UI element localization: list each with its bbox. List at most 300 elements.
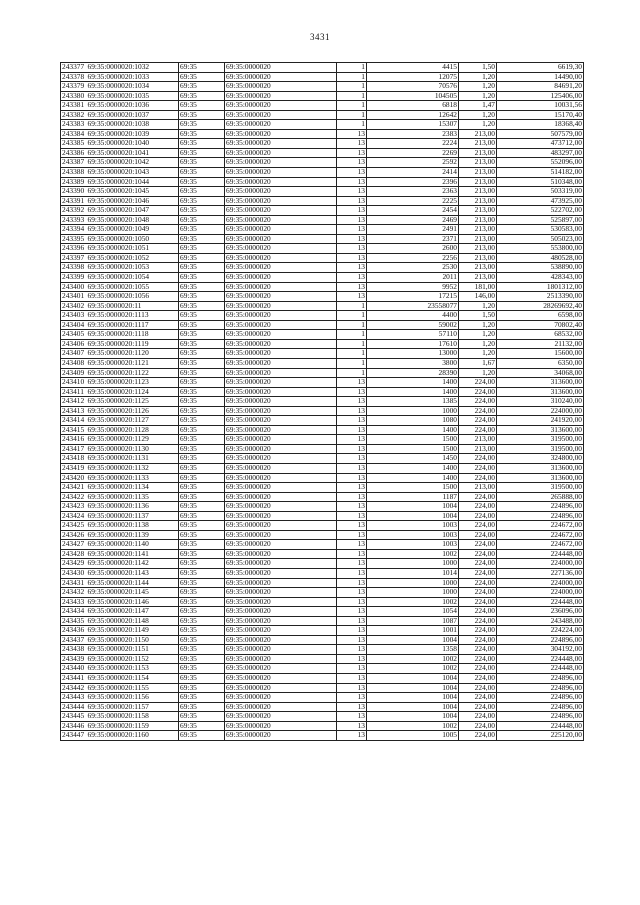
row-number: 243419 [61,463,87,473]
cadastral-value: 236096,00 [497,607,584,617]
category-code: 13 [337,206,367,216]
cadastral-block: 69:35:0000020 [225,616,337,626]
category-code: 13 [337,244,367,254]
cadastral-block: 69:35:0000020 [225,425,337,435]
cadastral-value: 224896,00 [497,511,584,521]
cadastral-value: 14490,00 [497,72,584,82]
table-row [61,378,584,388]
table-row [61,444,584,454]
cadastral-block: 69:35:0000020 [225,368,337,378]
cadastral-block: 69:35:0000020 [225,530,337,540]
specific-rate: 1,20 [459,120,497,130]
specific-rate: 224,00 [459,387,497,397]
cadastral-quarter-prefix: 69:35 [179,559,225,569]
cadastral-block: 69:35:0000020 [225,339,337,349]
cadastral-number: 69:35:0000020:1148 [87,616,179,626]
category-code: 13 [337,158,367,168]
row-number: 243388 [61,168,87,178]
specific-rate: 224,00 [459,549,497,559]
specific-rate: 224,00 [459,502,497,512]
cadastral-value: 125406,00 [497,91,584,101]
area-value: 2414 [367,168,459,178]
cadastral-quarter-prefix: 69:35 [179,502,225,512]
table-row [61,110,584,120]
cadastral-block: 69:35:0000020 [225,540,337,550]
cadastral-block: 69:35:0000020 [225,263,337,273]
cadastral-number: 69:35:0000020:1130 [87,444,179,454]
cadastral-value: 319500,00 [497,444,584,454]
row-number: 243389 [61,177,87,187]
row-number: 243387 [61,158,87,168]
table-row [61,530,584,540]
area-value: 1001 [367,626,459,636]
area-value: 1005 [367,731,459,741]
area-value: 1500 [367,435,459,445]
area-value: 1400 [367,425,459,435]
specific-rate: 213,00 [459,206,497,216]
category-code: 13 [337,196,367,206]
cadastral-value: 224448,00 [497,549,584,559]
cadastral-value: 224000,00 [497,588,584,598]
cadastral-number: 69:35:0000020:1128 [87,425,179,435]
cadastral-quarter-prefix: 69:35 [179,378,225,388]
cadastral-block: 69:35:0000020 [225,731,337,741]
area-value: 1004 [367,511,459,521]
cadastral-quarter-prefix: 69:35 [179,282,225,292]
cadastral-value: 224448,00 [497,654,584,664]
area-value: 59002 [367,320,459,330]
cadastral-block: 69:35:0000020 [225,406,337,416]
cadastral-value: 510348,00 [497,177,584,187]
category-code: 13 [337,263,367,273]
area-value: 13000 [367,349,459,359]
table-row [61,292,584,302]
specific-rate: 224,00 [459,645,497,655]
row-number: 243423 [61,502,87,512]
category-code: 13 [337,502,367,512]
cadastral-number: 69:35:0000020:1138 [87,521,179,531]
area-value: 1358 [367,645,459,655]
specific-rate: 1,47 [459,101,497,111]
cadastral-number: 69:35:0000020:11 [87,301,179,311]
table-row [61,368,584,378]
cadastral-quarter-prefix: 69:35 [179,654,225,664]
row-number: 243434 [61,607,87,617]
cadastral-block: 69:35:0000020 [225,120,337,130]
cadastral-block: 69:35:0000020 [225,330,337,340]
cadastral-quarter-prefix: 69:35 [179,311,225,321]
specific-rate: 224,00 [459,683,497,693]
area-value: 1500 [367,444,459,454]
category-code: 13 [337,521,367,531]
category-code: 1 [337,63,367,73]
cadastral-number: 69:35:0000020:1154 [87,674,179,684]
row-number: 243395 [61,234,87,244]
cadastral-block: 69:35:0000020 [225,397,337,407]
cadastral-number: 69:35:0000020:1036 [87,101,179,111]
row-number: 243424 [61,511,87,521]
cadastral-value: 319500,00 [497,483,584,493]
area-value: 12075 [367,72,459,82]
cadastral-value: 6619,30 [497,63,584,73]
cadastral-quarter-prefix: 69:35 [179,674,225,684]
cadastral-quarter-prefix: 69:35 [179,540,225,550]
specific-rate: 213,00 [459,273,497,283]
category-code: 13 [337,282,367,292]
row-number: 243425 [61,521,87,531]
cadastral-value: 530583,00 [497,225,584,235]
cadastral-number: 69:35:0000020:1039 [87,129,179,139]
specific-rate: 1,20 [459,339,497,349]
row-number: 243431 [61,578,87,588]
cadastral-number: 69:35:0000020:1159 [87,721,179,731]
area-value: 3800 [367,358,459,368]
category-code: 1 [337,358,367,368]
specific-rate: 213,00 [459,263,497,273]
cadastral-quarter-prefix: 69:35 [179,177,225,187]
cadastral-quarter-prefix: 69:35 [179,521,225,531]
specific-rate: 224,00 [459,597,497,607]
area-value: 57110 [367,330,459,340]
table-row [61,588,584,598]
row-number: 243441 [61,674,87,684]
cadastral-number: 69:35:0000020:1137 [87,511,179,521]
cadastral-block: 69:35:0000020 [225,588,337,598]
cadastral-number: 69:35:0000020:1144 [87,578,179,588]
area-value: 1004 [367,502,459,512]
table-row [61,253,584,263]
table-row [61,693,584,703]
cadastral-value: 227136,00 [497,568,584,578]
table-row [61,578,584,588]
cadastral-block: 69:35:0000020 [225,177,337,187]
specific-rate: 213,00 [459,139,497,149]
cadastral-number: 69:35:0000020:1136 [87,502,179,512]
row-number: 243378 [61,72,87,82]
cadastral-value: 324800,00 [497,454,584,464]
category-code: 13 [337,492,367,502]
cadastral-quarter-prefix: 69:35 [179,110,225,120]
row-number: 243407 [61,349,87,359]
category-code: 13 [337,664,367,674]
cadastral-block: 69:35:0000020 [225,626,337,636]
cadastral-value: 313600,00 [497,473,584,483]
specific-rate: 1,20 [459,110,497,120]
area-value: 23558077 [367,301,459,311]
table-row [61,263,584,273]
cadastral-value: 15170,40 [497,110,584,120]
cadastral-number: 69:35:0000020:1037 [87,110,179,120]
cadastral-quarter-prefix: 69:35 [179,196,225,206]
cadastral-value: 243488,00 [497,616,584,626]
category-code: 13 [337,378,367,388]
specific-rate: 213,00 [459,177,497,187]
table-row [61,635,584,645]
category-code: 1 [337,110,367,120]
table-row [61,559,584,569]
table-row [61,511,584,521]
table-row [61,406,584,416]
cadastral-value: 10031,56 [497,101,584,111]
cadastral-number: 69:35:0000020:1160 [87,731,179,741]
cadastral-number: 69:35:0000020:1053 [87,263,179,273]
cadastral-block: 69:35:0000020 [225,91,337,101]
row-number: 243444 [61,702,87,712]
cadastral-value: 28269692,40 [497,301,584,311]
table-row [61,177,584,187]
cadastral-quarter-prefix: 69:35 [179,588,225,598]
cadastral-quarter-prefix: 69:35 [179,635,225,645]
row-number: 243411 [61,387,87,397]
specific-rate: 224,00 [459,588,497,598]
row-number: 243400 [61,282,87,292]
specific-rate: 1,50 [459,311,497,321]
area-value: 15307 [367,120,459,130]
area-value: 1385 [367,397,459,407]
cadastral-value: 224448,00 [497,597,584,607]
cadastral-number: 69:35:0000020:1042 [87,158,179,168]
cadastral-number: 69:35:0000020:1158 [87,712,179,722]
area-value: 1002 [367,549,459,559]
specific-rate: 1,20 [459,82,497,92]
cadastral-block: 69:35:0000020 [225,292,337,302]
cadastral-value: 225120,00 [497,731,584,741]
cadastral-number: 69:35:0000020:1145 [87,588,179,598]
cadastral-number: 69:35:0000020:1054 [87,273,179,283]
cadastral-number: 69:35:0000020:1120 [87,349,179,359]
cadastral-value: 224224,00 [497,626,584,636]
table-row [61,616,584,626]
cadastral-block: 69:35:0000020 [225,483,337,493]
row-number: 243421 [61,483,87,493]
area-value: 1000 [367,578,459,588]
table-row [61,129,584,139]
table-row [61,215,584,225]
cadastral-quarter-prefix: 69:35 [179,645,225,655]
table-row [61,683,584,693]
cadastral-number: 69:35:0000020:1032 [87,63,179,73]
cadastral-block: 69:35:0000020 [225,196,337,206]
area-value: 2491 [367,225,459,235]
cadastral-number: 69:35:0000020:1048 [87,215,179,225]
row-number: 243398 [61,263,87,273]
specific-rate: 1,20 [459,91,497,101]
area-value: 2011 [367,273,459,283]
cadastral-number: 69:35:0000020:1141 [87,549,179,559]
category-code: 13 [337,463,367,473]
cadastral-value: 224448,00 [497,721,584,731]
category-code: 1 [337,82,367,92]
area-value: 1400 [367,463,459,473]
specific-rate: 224,00 [459,416,497,426]
row-number: 243433 [61,597,87,607]
cadastral-quarter-prefix: 69:35 [179,339,225,349]
cadastral-quarter-prefix: 69:35 [179,454,225,464]
cadastral-quarter-prefix: 69:35 [179,483,225,493]
cadastral-number: 69:35:0000020:1156 [87,693,179,703]
cadastral-number: 69:35:0000020:1155 [87,683,179,693]
cadastral-number: 69:35:0000020:1153 [87,664,179,674]
cadastral-number: 69:35:0000020:1146 [87,597,179,607]
category-code: 13 [337,406,367,416]
cadastral-quarter-prefix: 69:35 [179,330,225,340]
cadastral-number: 69:35:0000020:1133 [87,473,179,483]
cadastral-quarter-prefix: 69:35 [179,225,225,235]
cadastral-value: 224896,00 [497,693,584,703]
cadastral-value: 224672,00 [497,521,584,531]
row-number: 243435 [61,616,87,626]
specific-rate: 224,00 [459,473,497,483]
cadastral-block: 69:35:0000020 [225,311,337,321]
cadastral-number: 69:35:0000020:1129 [87,435,179,445]
cadastral-block: 69:35:0000020 [225,320,337,330]
specific-rate: 224,00 [459,702,497,712]
cadastral-quarter-prefix: 69:35 [179,664,225,674]
table-row [61,234,584,244]
area-value: 1014 [367,568,459,578]
area-value: 1000 [367,588,459,598]
table-row [61,425,584,435]
cadastral-value: 473712,00 [497,139,584,149]
area-value: 6818 [367,101,459,111]
cadastral-quarter-prefix: 69:35 [179,368,225,378]
row-number: 243438 [61,645,87,655]
cadastral-number: 69:35:0000020:1125 [87,397,179,407]
area-value: 1450 [367,454,459,464]
specific-rate: 1,20 [459,330,497,340]
cadastral-number: 69:35:0000020:1041 [87,148,179,158]
area-value: 2592 [367,158,459,168]
cadastral-quarter-prefix: 69:35 [179,320,225,330]
cadastral-value: 428343,00 [497,273,584,283]
cadastral-table-container [60,62,583,741]
specific-rate: 1,20 [459,368,497,378]
category-code: 13 [337,425,367,435]
category-code: 13 [337,588,367,598]
cadastral-number: 69:35:0000020:1132 [87,463,179,473]
cadastral-quarter-prefix: 69:35 [179,616,225,626]
category-code: 13 [337,693,367,703]
row-number: 243403 [61,311,87,321]
area-value: 2256 [367,253,459,263]
area-value: 17215 [367,292,459,302]
specific-rate: 213,00 [459,253,497,263]
cadastral-number: 69:35:0000020:1040 [87,139,179,149]
row-number: 243393 [61,215,87,225]
cadastral-quarter-prefix: 69:35 [179,215,225,225]
cadastral-value: 224896,00 [497,702,584,712]
cadastral-number: 69:35:0000020:1119 [87,339,179,349]
area-value: 2371 [367,234,459,244]
table-row [61,311,584,321]
row-number: 243392 [61,206,87,216]
category-code: 13 [337,540,367,550]
specific-rate: 213,00 [459,444,497,454]
specific-rate: 224,00 [459,721,497,731]
specific-rate: 224,00 [459,607,497,617]
table-row [61,645,584,655]
cadastral-number: 69:35:0000020:1056 [87,292,179,302]
cadastral-quarter-prefix: 69:35 [179,568,225,578]
cadastral-quarter-prefix: 69:35 [179,387,225,397]
category-code: 13 [337,702,367,712]
table-row [61,301,584,311]
specific-rate: 224,00 [459,626,497,636]
cadastral-number: 69:35:0000020:1149 [87,626,179,636]
specific-rate: 213,00 [459,234,497,244]
category-code: 13 [337,148,367,158]
cadastral-block: 69:35:0000020 [225,101,337,111]
table-body [61,63,584,741]
table-row [61,540,584,550]
cadastral-number: 69:35:0000020:1131 [87,454,179,464]
category-code: 13 [337,654,367,664]
cadastral-number: 69:35:0000020:1035 [87,91,179,101]
table-row [61,416,584,426]
cadastral-quarter-prefix: 69:35 [179,101,225,111]
cadastral-quarter-prefix: 69:35 [179,168,225,178]
area-value: 1003 [367,530,459,540]
specific-rate: 181,00 [459,282,497,292]
category-code: 13 [337,397,367,407]
area-value: 1004 [367,635,459,645]
row-number: 243427 [61,540,87,550]
cadastral-number: 69:35:0000020:1038 [87,120,179,130]
cadastral-value: 505023,00 [497,234,584,244]
category-code: 13 [337,225,367,235]
category-code: 13 [337,483,367,493]
cadastral-value: 84691,20 [497,82,584,92]
category-code: 1 [337,120,367,130]
table-row [61,282,584,292]
area-value: 1003 [367,521,459,531]
specific-rate: 1,20 [459,349,497,359]
area-value: 12642 [367,110,459,120]
cadastral-block: 69:35:0000020 [225,444,337,454]
table-row [61,168,584,178]
table-row [61,454,584,464]
row-number: 243406 [61,339,87,349]
row-number: 243397 [61,253,87,263]
table-row [61,626,584,636]
specific-rate: 1,20 [459,72,497,82]
cadastral-value: 224896,00 [497,712,584,722]
specific-rate: 224,00 [459,463,497,473]
cadastral-block: 69:35:0000020 [225,712,337,722]
category-code: 13 [337,530,367,540]
area-value: 1400 [367,473,459,483]
table-row [61,91,584,101]
row-number: 243443 [61,693,87,703]
table-row [61,358,584,368]
row-number: 243445 [61,712,87,722]
cadastral-quarter-prefix: 69:35 [179,253,225,263]
row-number: 243418 [61,454,87,464]
row-number: 243437 [61,635,87,645]
cadastral-quarter-prefix: 69:35 [179,129,225,139]
cadastral-value: 18368,40 [497,120,584,130]
cadastral-block: 69:35:0000020 [225,721,337,731]
row-number: 243391 [61,196,87,206]
table-row [61,721,584,731]
category-code: 1 [337,311,367,321]
row-number: 243382 [61,110,87,120]
cadastral-number: 69:35:0000020:1046 [87,196,179,206]
row-number: 243386 [61,148,87,158]
row-number: 243428 [61,549,87,559]
cadastral-quarter-prefix: 69:35 [179,187,225,197]
table-row [61,244,584,254]
